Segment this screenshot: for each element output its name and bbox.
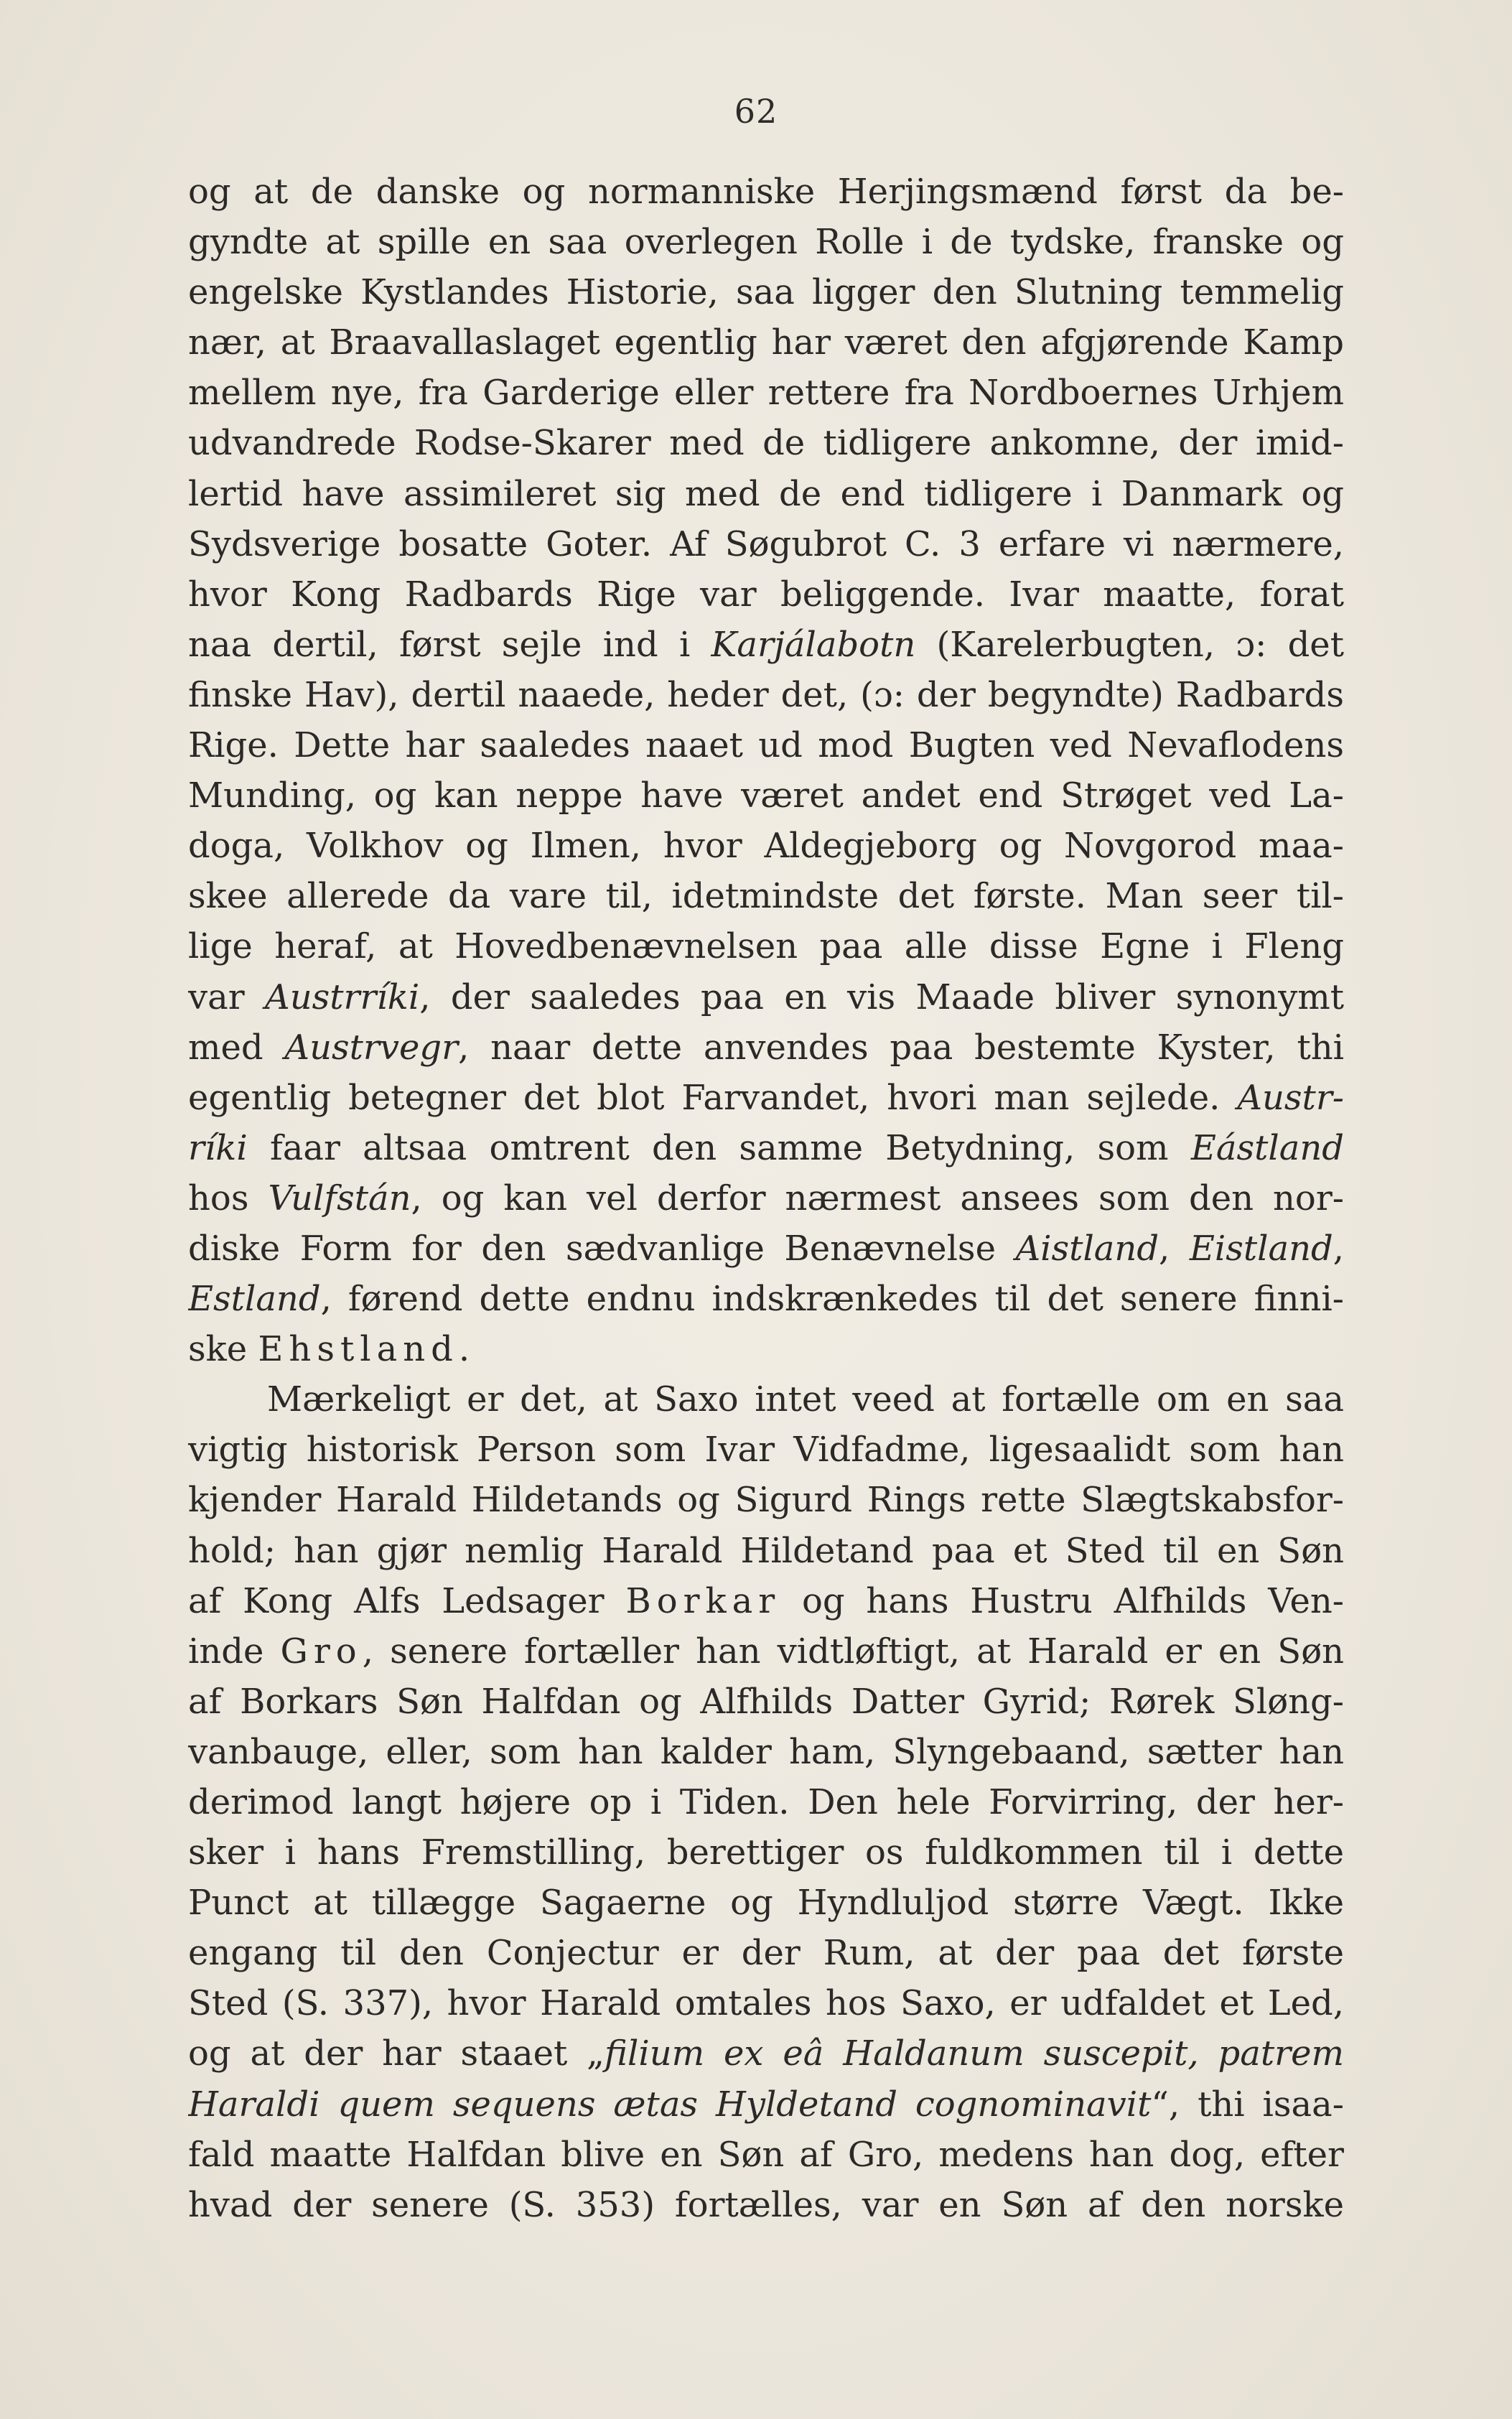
text-line (188, 1576, 1344, 1626)
text-segment: (Karelerbugten, ɔ: det (915, 624, 1344, 665)
text-segment: , senere fortæller han vidtløftigt, at Harald er en Søn (362, 1631, 1344, 1672)
text-segment: , naar dette anvendes paa bestemte Kyster, thi (458, 1027, 1344, 1068)
italic-term: Haraldi quem sequens ætas Hyldetand cognominavit (188, 2084, 1152, 2125)
body-text (188, 167, 1344, 2230)
text-line: af Borkars Søn Halfdan og Alfhilds Datter Gyrid; Rørek Sløng- (188, 1681, 1344, 1722)
text-line (188, 1022, 1344, 1073)
text-segment: egentlig betegner det blot Farvandet, hvori man sejlede. (188, 1077, 1238, 1118)
text-line (188, 620, 1344, 670)
text-line: Sydsverige bosatte Goter. Af Søgubrot C. 3 erfare vi nærmere, (188, 523, 1344, 564)
italic-term: Austrvegr (284, 1027, 459, 1068)
text-line: Punct at tillægge Sagaerne og Hyndluljod større Vægt. Ikke (188, 1883, 1344, 1924)
text-line: hvad der senere (S. 353) fortælles, var en Søn af den norske (188, 2184, 1344, 2225)
text-line (188, 972, 1344, 1022)
italic-term: Austrríki (265, 977, 420, 1017)
spaced-name: Gro (280, 1631, 363, 1672)
text-line: Sted (S. 337), hvor Harald omtales hos Saxo, er udfaldet et Led, (188, 1983, 1344, 2024)
text-line: kjender Harald Hildetands og Sigurd Rings rette Slægtskabsfor- (188, 1480, 1344, 1521)
spaced-name: Borkar (625, 1580, 781, 1621)
text-line: doga, Volkhov og Ilmen, hvor Aldegjeborg og Novgorod maa- (188, 826, 1344, 867)
text-line (188, 2028, 1344, 2079)
text-line: engang til den Conjectur er der Rum, at der paa det første (188, 1933, 1344, 1974)
text-segment: var (188, 977, 266, 1017)
text-line: vigtig historisk Person som Ivar Vidfadme, ligesaalidt som han (188, 1430, 1344, 1470)
text-segment: og hans Hustru Alfhilds Ven- (780, 1580, 1344, 1621)
text-segment: , der saaledes paa en vis Maade bliver synonymt (419, 977, 1344, 1017)
text-line: og at de danske og normanniske Herjingsmænd først da be- (188, 172, 1344, 212)
text-line: vanbauge, eller, som han kalder ham, Slyngebaand, sætter han (188, 1731, 1344, 1772)
text-segment: diske Form for den sædvanlige Benævnelse (188, 1228, 1016, 1269)
text-segment: , førend dette endnu indskrænkedes til det senere finni- (320, 1279, 1344, 1320)
text-line (188, 1123, 1344, 1173)
text-segment: inde (188, 1631, 281, 1672)
text-segment: naa dertil, først sejle ind i (188, 624, 711, 665)
text-line: Mærkeligt er det, at Saxo intet veed at fortælle om en saa (267, 1379, 1344, 1420)
italic-term: Karjálabotn (711, 624, 916, 665)
text-line: Munding, og kan neppe have været andet end Strøget ved La- (188, 775, 1344, 816)
spaced-name: Ehstland (258, 1329, 459, 1370)
text-segment: med (188, 1027, 285, 1068)
text-line (188, 1173, 1344, 1224)
text-line (188, 1626, 1344, 1677)
text-segment: faar altsaa omtrent den samme Betydning, som (247, 1127, 1191, 1168)
italic-term: Austr- (1237, 1077, 1344, 1118)
text-line: hvor Kong Radbards Rige var beliggende. Ivar maatte, forat (188, 574, 1344, 615)
italic-term: Eistland (1189, 1228, 1333, 1269)
text-line: gyndte at spille en saa overlegen Rolle i de tydske, franske og (188, 222, 1344, 263)
italic-term: ríki (188, 1127, 248, 1168)
text-line (188, 2079, 1344, 2130)
text-line: mellem nye, fra Garderige eller rettere fra Nordboernes Urhjem (188, 373, 1344, 414)
text-segment: , (1159, 1228, 1190, 1269)
italic-term: Vulfstán (268, 1178, 411, 1218)
text-line: sker i hans Fremstilling, berettiger os fuldkommen til i dette (188, 1832, 1344, 1873)
text-line: derimod langt højere op i Tiden. Den hele Forvirring, der her- (188, 1782, 1344, 1822)
text-line: lige heraf, at Hovedbenævnelsen paa alle disse Egne i Fleng (188, 926, 1344, 967)
text-segment: “, thi isaa- (1151, 2084, 1344, 2125)
text-line: hold; han gjør nemlig Harald Hildetand paa et Sted til en Søn (188, 1530, 1344, 1571)
text-line: udvandrede Rodse-Skarer med de tidligere ankomne, der imid- (188, 423, 1344, 464)
text-line: skee allerede da vare til, idetmindste det første. Man seer til- (188, 876, 1344, 917)
text-segment: , (1333, 1228, 1344, 1269)
text-segment: og at der har staaet „ (188, 2033, 605, 2074)
text-line: Rige. Dette har saaledes naaet ud mod Bugten ved Nevaflodens (188, 725, 1344, 766)
text-segment: , og kan vel derfor nærmest ansees som den nor- (411, 1178, 1344, 1218)
italic-term: Eástland (1190, 1127, 1344, 1168)
italic-term: Aistland (1015, 1228, 1159, 1269)
text-line: lertid have assimileret sig med de end tidligere i Danmark og (188, 473, 1344, 514)
italic-term: Estland (188, 1279, 321, 1320)
text-segment: af Kong Alfs Ledsager (188, 1580, 626, 1621)
text-line (188, 1274, 1344, 1324)
text-segment: hos (188, 1178, 269, 1218)
text-line: finske Hav), dertil naaede, heder det, (ɔ: der begyndte) Radbards (188, 674, 1344, 715)
italic-term: filium ex eâ Haldanum suscepit, patrem (605, 2033, 1344, 2074)
text-line: nær, at Braavallaslaget egentlig har været den afgjørende Kamp (188, 322, 1344, 363)
text-segment: ske (188, 1329, 258, 1370)
text-segment: . (458, 1329, 470, 1370)
text-line: engelske Kystlandes Historie, saa ligger den Slutning temmelig (188, 272, 1344, 313)
page-number: 62 (734, 92, 778, 131)
text-line (188, 1324, 1344, 1374)
text-line (188, 1073, 1344, 1123)
text-line (188, 1224, 1344, 1274)
text-line: fald maatte Halfdan blive en Søn af Gro, medens han dog, efter (188, 2134, 1344, 2175)
